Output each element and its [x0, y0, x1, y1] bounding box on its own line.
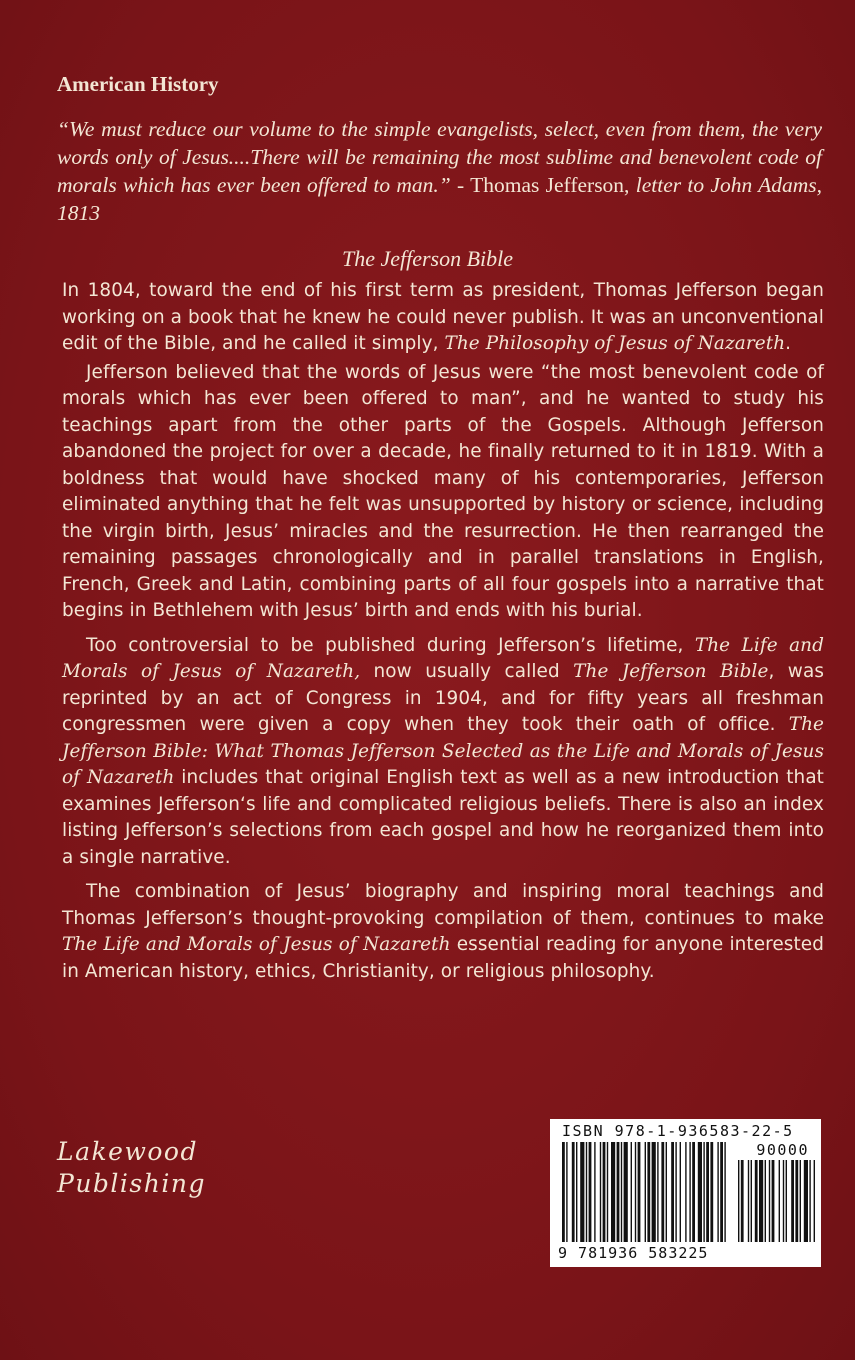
isbn-barcode [550, 1119, 821, 1267]
paragraph-4-b: essential reading for anyone interested in American history, ethics, Christianity, or religious philosophy. [62, 934, 824, 982]
paragraph-3-title-3: The Jefferson Bible: What Thomas Jefferson Selected as the Life and Morals of Jesus of Nazareth [62, 714, 824, 788]
book-title: The Jefferson Bible [341, 246, 514, 271]
paragraph-4-title: The Life and Morals of Jesus of Nazareth [62, 934, 451, 955]
paragraph-1-title: The Philosophy of Jesus of Nazareth [444, 333, 786, 354]
paragraph-3-c: , was reprinted by an act of Congress in 1904, and for fifty years all freshman congressmen were given a copy when they took their oath of office. [62, 661, 825, 735]
publisher-line-1: Lakewood [57, 1137, 198, 1166]
paragraph-4-a: The combination of Jesus’ biography and inspiring moral teachings and Thomas Jefferson’s thought-provoking compilation of them, continues to make [62, 881, 824, 929]
quote-text: “We must reduce our volume to the simple evangelists, select, even from them, the very words only of Jesus....There will be remaining the most sublime and benevolent code of morals which has ever been offered to man.” [57, 117, 822, 197]
quote-attribution: - Thomas Jefferson, [450, 173, 636, 197]
paragraph-3-title-1: The Life and Morals of Jesus of Nazareth, [62, 634, 824, 682]
isbn-digits: 9 781936 583225 [558, 1244, 709, 1262]
paragraph-3 [62, 633, 824, 872]
paragraph-3-d: includes that original English text as well as a new introduction that examines Jefferson‘s life and complicated religious beliefs. There is also an index listing Jefferson’s selections from each gospel and how he reorganized them into a single narrative. [62, 767, 824, 868]
paragraph-2: Jefferson believed that the words of Jesus were “the most benevolent code of morals which has ever been offered to man”, and he wanted to study his teachings apart from the other parts of the Gospels. Although Jefferson abandoned the project for over a decade, he finally returned to it in 1819. With a boldness that would have shocked many of his contemporaries, Jefferson eliminated anything that he felt was unsupported by history or science, including the virgin birth, Jesus’ miracles and the resurrection. He then rearranged the remaining passages chronologically and in parallel translations in English, French, Greek and Latin, combining parts of all four gospels into a narrative that begins in Bethlehem with Jesus’ birth and ends with his burial. [62, 361, 824, 621]
paragraph-1-text: In 1804, toward the end of his first term as president, Thomas Jefferson began working on a book that he knew he could never publish. It was an unconventional edit of the Bible, and he called it simply, [62, 280, 824, 354]
epigraph-quote [57, 115, 822, 227]
paragraph-3-title-2: The Jefferson Bible [573, 661, 769, 682]
paragraph-3-b: now usually called [360, 661, 574, 682]
quote-source: letter to John Adams, 1813 [57, 173, 823, 225]
barcode-bars-icon [556, 1142, 816, 1246]
paragraph-4 [62, 879, 824, 985]
paragraph-1 [62, 278, 824, 358]
category-heading: American History [57, 72, 219, 96]
publisher-line-2: Publishing [57, 1169, 206, 1198]
paragraph-1-end: . [785, 333, 792, 354]
description-text [62, 278, 824, 987]
paragraph-3-a: Too controversial to be published during Jefferson’s lifetime, [86, 634, 695, 656]
price-code: 90000 [756, 1141, 809, 1159]
isbn-label: ISBN 978-1-936583-22-5 [562, 1122, 794, 1140]
publisher-logo [57, 1136, 206, 1200]
